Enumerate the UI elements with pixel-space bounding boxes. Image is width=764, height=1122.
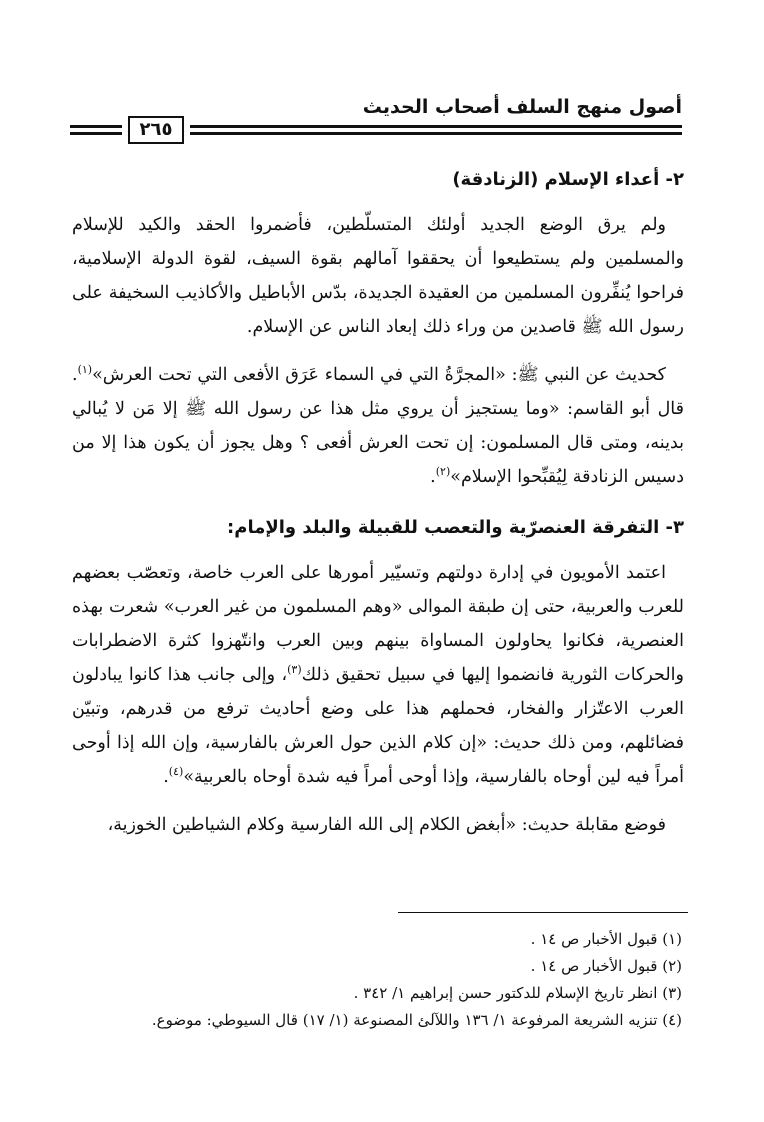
paragraph [72, 358, 684, 494]
footnote: (٢) قبول الأخبار ص ١٤ . [530, 957, 682, 975]
footnote: (٤) تنزيه الشريعة المرفوعة ١/ ١٣٦ واللآلئ المصنوعة (١/ ١٧) قال السيوطي: موضوع. [151, 1011, 682, 1029]
paragraph [72, 808, 684, 842]
footnote-ref[interactable]: (٤) [168, 765, 184, 779]
paragraph-text: اعتمد الأمويون في إدارة دولتهم وتسيّير أمورها على العرب خاصة، وتعصّب بعضهم للعرب والعربية، حتى إن طبقة الموالى «وهم المسلمون من غير العرب» شعرت بهذه العنصرية، فكانوا يحاولون المساواة بينهم وبين العرب وانتّهزوا كثرة الاضطرابات والحركات الثورية فانضموا إليها في سبيل تحقيق ذلك [72, 563, 684, 685]
paragraph [72, 208, 684, 344]
footnote-ref[interactable]: (١) [77, 363, 93, 377]
footnotes [62, 926, 682, 1034]
header-rule [190, 132, 682, 135]
header-rule [70, 125, 122, 128]
paragraph-text: كحديث عن النبي ﷺ: «المجرَّةُ التي في السماء عَرَق الأفعى التي تحت العرش» [92, 365, 666, 385]
section-heading: ٢- أعداء الإسلام (الزنادقة) [452, 169, 684, 190]
running-title: أصول منهج السلف أصحاب الحديث [362, 96, 682, 118]
footnote: (٣) انظر تاريخ الإسلام للدكتور حسن إبراهيم ١/ ٣٤٢ . [353, 984, 682, 1002]
paragraph-text: . قال أبو القاسم: «وما يستجيز أن يروي مثل هذا عن رسول الله ﷺ إلا مَن لا يُبالي بدينه، ومتى قال المسلمون: إن تحت العرش أفعى ؟ وهل يجوز أن يكون هذا إلا من دسيس الزنادقة لِيُقبِّحوا الإسلام» [72, 365, 684, 487]
paragraph-text: . [163, 767, 169, 787]
footnote-ref[interactable]: (٣) [287, 663, 302, 677]
paragraph-text: فوضع مقابلة حديث: «أبغض الكلام إلى الله الفارسية وكلام الشياطين الخوزية، [107, 815, 666, 835]
paragraph-text: . [430, 467, 436, 487]
header-rule [190, 125, 682, 128]
footnote-ref[interactable]: (٢) [435, 465, 451, 479]
paragraph [72, 556, 684, 794]
footnote: (١) قبول الأخبار ص ١٤ . [530, 930, 682, 948]
section-heading: ٣- التفرقة العنصرّية والتعصب للقبيلة والبلد والإمام: [227, 517, 684, 538]
footnote-separator [398, 912, 688, 913]
paragraph-text: ولم يرق الوضع الجديد أولئك المتسلّطين، فأضمروا الحقد والكيد للإسلام والمسلمين ولم يستطيعوا أن يحققوا آمالهم بقوة السيف، لقوة الدولة الإسلامية، فراحوا يُنفِّرون المسلمين من العقيدة الجديدة، بدّس الأباطيل والأكاذيب السخيفة على رسول الله ﷺ قاصدين من وراء ذلك إبعاد الناس عن الإسلام. [72, 215, 684, 337]
page-number: ٢٦٥ [128, 116, 184, 144]
paragraph-text: ، وإلى جانب هذا كانوا يبادلون العرب الاعتّزار والفخار، فحملهم هذا على وضع أحاديث ترفع من قدرهم، وتبيّن فضائلهم، ومن ذلك حديث: «إن كلام الذين حول العرش بالفارسية، وإن الله إذا أوحى أمراً فيه لين أوحاه بالفارسية، وإذا أوحى أمراً فيه شدة أوحاه بالعربية» [72, 665, 684, 787]
main-text [72, 160, 684, 856]
header-rule [70, 132, 122, 135]
